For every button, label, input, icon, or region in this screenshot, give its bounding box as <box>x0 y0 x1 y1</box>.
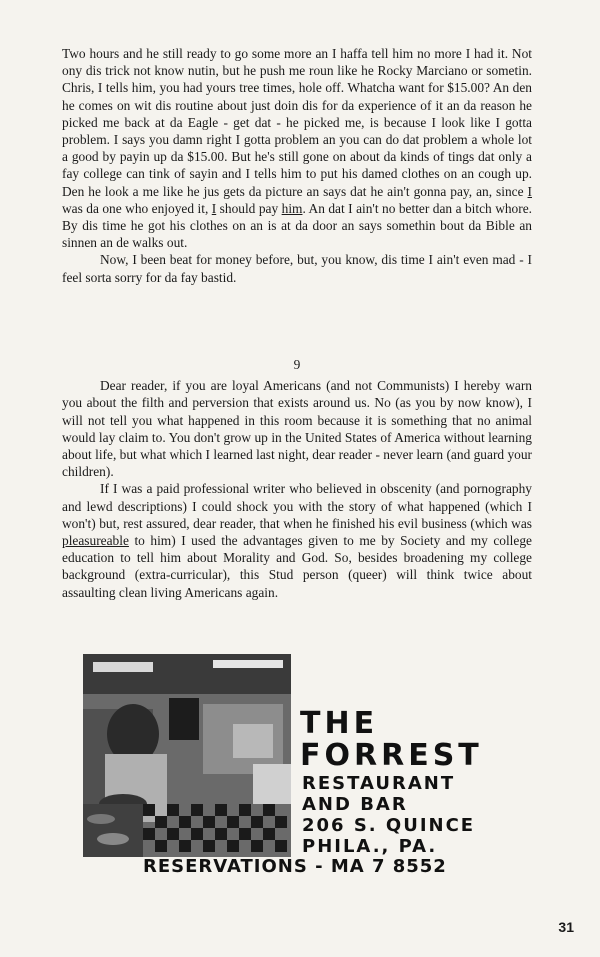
text-span: should pay <box>216 200 282 216</box>
ad-reservations: RESERVATIONS - MA 7 8552 <box>143 856 447 877</box>
ad-and-bar: AND BAR <box>302 794 408 815</box>
ad-title-forrest: FORREST <box>300 738 483 773</box>
restaurant-photo <box>83 654 291 857</box>
section-number: 9 <box>293 357 301 372</box>
underlined-text: I <box>211 200 217 216</box>
section-2 <box>62 348 532 601</box>
underlined-text: I <box>527 183 532 199</box>
ad-city: PHILA., PA. <box>302 836 438 857</box>
ad-title-the: THE <box>300 706 379 741</box>
text-span: to him) I used the advantages given to me by Society and my college education to tell him about Morality and God. So, besides broadening my college background (extra-curricular), this Stud person (queer) will think twice about assaulting clean living Americans again. <box>62 533 532 600</box>
ad-restaurant: RESTAURANT <box>302 773 456 794</box>
ad-address: 206 S. QUINCE <box>302 815 476 836</box>
underlined-text: pleasureable <box>62 533 129 549</box>
paragraph-story <box>62 45 532 251</box>
text-span: Two hours and he still ready to go some more an I haffa tell him no more I had it. Not ony dis trick not know nutin, but he push me roun like he Rocky Marciano or sometin. Chris, I tells him, you had yours tree times, hole off. Whatcha want for $15.00? An den he comes on wit dis routine about just doin dis for da experience of it an da reason he picked me back at da Eagle - get dat - he picked me, is because I look like I gotta problem. I says you damn right I gotta problem an you can do dat problem a whole lot a good by payin up da $15.00. But he's still gone on about da kinds of tings dat only a fay college can tink of sayin and I tells him to put his damed clothes on an cough up. Den he look a me like he jus gets da picture an says dat he ain't gonna pay, an, since <box>62 46 532 199</box>
underlined-text: him <box>281 200 303 216</box>
paragraph-writer <box>62 480 532 600</box>
section-1 <box>62 45 532 286</box>
text-span: . An dat I ain't no better dan a bitch whore. By dis time he got his clothes on an is at da door an says somethin bout da Bible an sinnen an de walks out. <box>62 200 533 251</box>
page-number: 31 <box>558 919 574 935</box>
paragraph-dear-reader: Dear reader, if you are loyal Americans (and not Communists) I hereby warn you about the filth and perversion that exists around us. No (as you by now know), I will not tell you what happened in this room because it is something that no animal would lay claim to. You don't grow up in the United States of America without learning about life, but what which I learned last night, dear reader - never learn (and guard your children). <box>62 378 532 480</box>
text-span: If I was a paid professional writer who believed in obscenity (and pornography and lewd descriptions) I could shock you with the story of what happened (which I won't) but, rest assured, dear reader, that when he finished his evil business (which was <box>62 481 532 531</box>
text-span: was da one who enjoyed it, <box>62 200 212 216</box>
paragraph-closing: Now, I been beat for money before, but, you know, dis time I ain't even mad - I feel sorta sorry for da fay bastid. <box>62 252 532 285</box>
